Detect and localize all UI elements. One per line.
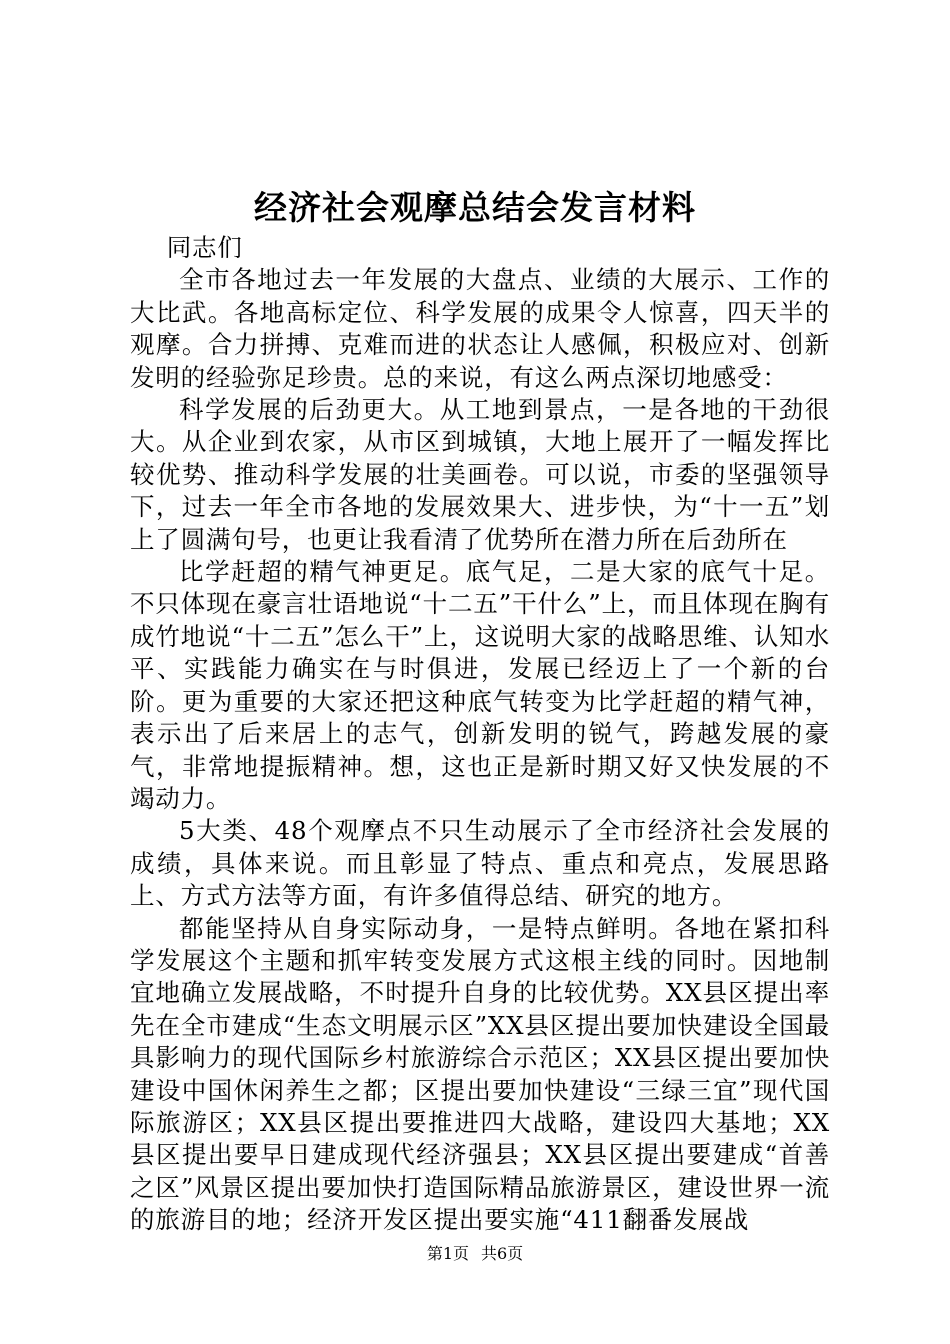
paragraph: 都能坚持从自身实际动身，一是特点鲜明。各地在紧扣科学发展这个主题和抓牢转变发展方式这根主线的同时。因地制宜地确立发展战略，不时提升自身的比较优势。XX县区提出率先在全市建成“生态文明展示区”XX县区提出要加快建设全国最具影响力的现代国际乡村旅游综合示范区；XX县区提出要加快建设中国休闲养生之都；区提出要加快建设“三绿三宜”现代国际旅游区；XX县区提出要推进四大战略，建设四大基地；XX县区提出要早日建成现代经济强县；XX县区提出要建成“首善之区”风景区提出要加快打造国际精品旅游景区，建设世界一流的旅游目的地；经济开发区提出要实施“411翻番发展战 (130, 913, 831, 1235)
paragraph: 全市各地过去一年发展的大盘点、业绩的大展示、工作的大比武。各地高标定位、科学发展的成果令人惊喜，四天半的观摩。合力拼搏、克难而进的状态让人感佩，积极应对、创新发明的经验弥足珍贵。总的来说，有这么两点深切地感受： (130, 265, 830, 392)
paragraph: 科学发展的后劲更大。从工地到景点，一是各地的干劲很大。从企业到农家，从市区到城镇，大地上展开了一幅发挥比较优势、推动科学发展的壮美画卷。可以说，市委的坚强领导下，过去一年全市各地的发展效果大、进步快，为“十一五”划上了圆满句号，也更让我看清了优势所在潜力所在后劲所在 (130, 395, 830, 554)
page-number: 第1页 (426, 1244, 469, 1263)
page-footer (0, 1244, 950, 1264)
paragraph: 比学赶超的精气神更足。底气足，二是大家的底气十足。不只体现在豪言壮语地说“十二五”干什么”上，而且体现在胸有成竹地说“十二五”怎么干”上，这说明大家的战略思维、认知水平、实践能力确实在与时俱进，发展已经迈上了一个新的台阶。更为重要的大家还把这种底气转变为比学赶超的精气神，表示出了后来居上的志气，创新发明的锐气，跨越发展的豪气，非常地提振精神。想，这也正是新时期又好又快发展的不竭动力。 (130, 557, 830, 813)
document-body (130, 232, 830, 1237)
paragraph: 5大类、48个观摩点不只生动展示了全市经济社会发展的成绩，具体来说。而且彰显了特点、重点和亮点，发展思路上、方式方法等方面，有许多值得总结、研究的地方。 (130, 816, 830, 911)
salutation: 同志们 (166, 233, 243, 262)
document-title: 经济社会观摩总结会发言材料 (254, 188, 696, 227)
page-total: 共6页 (481, 1244, 524, 1263)
